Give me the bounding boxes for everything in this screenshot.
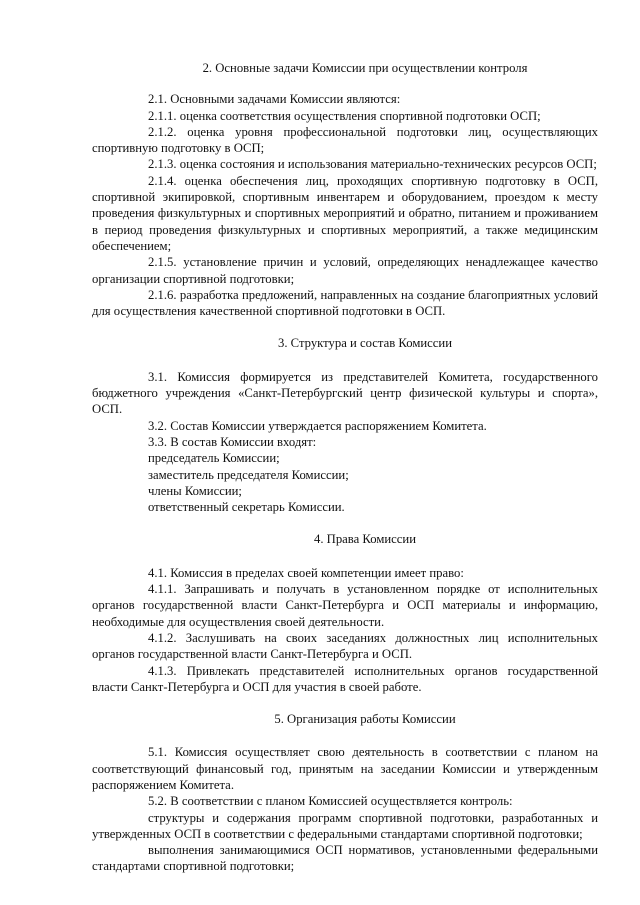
paragraph-2-1: 2.1. Основными задачами Комиссии являются: [148, 92, 401, 107]
paragraph-3-3: 3.3. В состав Комиссии входят: [148, 434, 317, 449]
section-3-heading: 3. Структура и состав Комиссии [277, 336, 453, 351]
paragraph-3-1: 3.1. Комиссия формируется из представителей Комитета, государственного бюджетного учреждения «Санкт-Петербургский центр физической культуры и спорта», ОСП. [92, 369, 598, 417]
list-item-chairman: председатель Комиссии; [148, 451, 280, 466]
paragraph-4-1-2: 4.1.2. Заслушивать на своих заседаниях должностных лиц исполнительных органов государственной власти Санкт-Петербурга и ОСП. [92, 630, 598, 662]
paragraph-2-1-1: 2.1.1. оценка соответствия осуществления спортивной подготовки ОСП; [148, 108, 541, 123]
list-item-deputy-chairman: заместитель председателя Комиссии; [148, 467, 349, 482]
paragraph-3-2: 3.2. Состав Комиссии утверждается распоряжением Комитета. [148, 418, 487, 433]
list-item-members: члены Комиссии; [148, 483, 242, 498]
paragraph-4-1-1: 4.1.1. Запрашивать и получать в установленном порядке от исполнительных органов государственной власти Санкт-Петербурга и ОСП материалы и информацию, необходимые для осуществления своей деятельности. [92, 582, 598, 629]
paragraph-4-1: 4.1. Комиссия в пределах своей компетенции имеет право: [148, 565, 464, 580]
paragraph-5-2: 5.2. В соответствии с планом Комиссией осуществляется контроль: [148, 794, 513, 809]
document-body [92, 60, 598, 875]
paragraph-4-1-3: 4.1.3. Привлекать представителей исполнительных органов государственной власти Санкт-Петербурга и ОСП для участия в своей работе. [92, 663, 598, 694]
list-item-standards: выполнения занимающимися ОСП нормативов, установленными федеральными стандартами спортивной подготовки; [92, 843, 598, 874]
list-item-secretary: ответственный секретарь Комиссии. [148, 500, 345, 515]
paragraph-2-1-6: 2.1.6. разработка предложений, направленных на создание благоприятных условий для осуществления качественной спортивной подготовки в ОСП. [92, 287, 598, 319]
paragraph-5-1: 5.1. Комиссия осуществляет свою деятельность в соответствии с планом на соответствующий финансовый год, принятым на заседании Комиссии и утвержденным распоряжением Комитета. [92, 745, 598, 792]
paragraph-2-1-4: 2.1.4. оценка обеспечения лиц, проходящих спортивную подготовку в ОСП, спортивной экипировкой, спортивным инвентарем и оборудованием, проездом к месту проведения физкультурных и спортивных мероприятий и обратно, питанием и проживанием в период проведения физкультурных и спортивных мероприятий, а также медицинским обеспечением; [92, 173, 598, 253]
list-item-programs: структуры и содержания программ спортивной подготовки, разработанных и утвержденных ОСП в соответствии с федеральными стандартами спортивной подготовки; [92, 810, 598, 841]
section-2-heading: 2. Основные задачи Комиссии при осуществлении контроля [202, 61, 528, 75]
paragraph-2-1-2: 2.1.2. оценка уровня профессиональной подготовки лиц, осуществляющих спортивную подготовку в ОСП; [92, 124, 598, 156]
paragraph-2-1-5: 2.1.5. установление причин и условий, определяющих ненадлежащее качество организации спортивной подготовки; [92, 255, 598, 286]
paragraph-2-1-3: 2.1.3. оценка состояния и использования материально-технических ресурсов ОСП; [148, 157, 597, 172]
section-4-heading: 4. Права Комиссии [313, 532, 417, 547]
section-5-heading: 5. Организация работы Комиссии [274, 712, 456, 727]
